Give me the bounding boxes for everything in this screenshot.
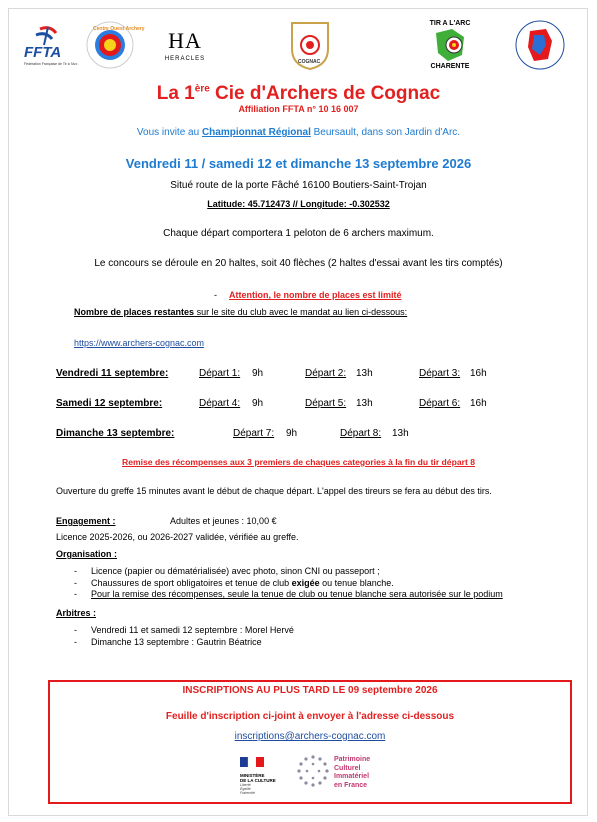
heracles-text: HERACLES <box>164 56 206 62</box>
charente-map-icon <box>430 27 470 63</box>
website-link[interactable]: https://www.archers-cognac.com <box>74 338 205 348</box>
inscriptions-email-link[interactable]: inscriptions@archers-cognac.com <box>234 731 386 742</box>
ministere-line-1: MINISTÈRE <box>240 773 265 778</box>
page-title <box>0 83 597 105</box>
ffta-logo <box>22 15 78 75</box>
comite-emblem-icon <box>512 15 568 75</box>
arbitres-list <box>74 625 554 648</box>
sunday-label: Dimanche 13 septembre: <box>56 428 175 439</box>
svg-text:Fédération Française de Tir à: Fédération Française de Tir à l'Arc <box>24 62 78 66</box>
places-label: Nombre de places restantes <box>74 307 195 317</box>
intro-suffix: Beursault, dans son Jardin d'Arc. <box>310 127 461 138</box>
list-item: - Pour la remise des récompenses, seule la tenue de club ou tenue blanche sera autorisée sur le podium <box>74 589 503 599</box>
patrimoine-line-3: Immatériel <box>334 773 370 780</box>
ministere-line-2: DE LA CULTURE <box>240 778 276 783</box>
svg-text:COGNAC: COGNAC <box>298 59 321 65</box>
depart-5-time: 13h <box>356 398 373 409</box>
organisation-item-2-pre: Chaussures de sport obligatoires et tenue de club <box>91 577 292 588</box>
patrimoine-dots-icon <box>296 752 330 794</box>
greffe-info: Ouverture du greffe 15 minutes avant le début de chaque départ. L'appel des tireurs se fera au début des tirs. <box>56 486 492 496</box>
format-info: Le concours se déroule en 20 haltes, soit 40 flèches (2 haltes d'essai avant les tirs comptés) <box>94 258 503 269</box>
ministere-line-5: Fraternité <box>240 791 255 795</box>
organisation-item-3: Pour la remise des récompenses, seule la tenue de club ou tenue blanche sera autorisée sur le podium <box>91 589 503 599</box>
organisation-label: Organisation : <box>56 549 118 559</box>
arbitre-item-2: Dimanche 13 septembre : Gautrin Béatrice <box>91 636 262 647</box>
french-flag-icon <box>240 757 264 767</box>
arbitre-item-1: Vendredi 11 et samedi 12 septembre : Morel Hervé <box>91 625 294 635</box>
patrimoine-emblem <box>296 752 332 794</box>
arbitres-label: Arbitres : <box>56 608 97 618</box>
licence-info: Licence 2025-2026, ou 2026-2027 validée, vérifiée au greffe. <box>56 532 299 542</box>
ministere-logo <box>240 754 300 796</box>
cognac-logo <box>285 15 335 75</box>
charente-logo <box>418 15 482 75</box>
svg-text:FFTA: FFTA <box>24 44 62 61</box>
ffta-emblem-icon <box>22 23 78 67</box>
ministere-line-3: Liberté <box>240 783 251 787</box>
engagement-label: Engagement : <box>56 516 116 526</box>
depart-6-label: Départ 6: <box>419 398 461 409</box>
depart-8-label: Départ 8: <box>340 428 382 439</box>
affiliation: Affiliation FFTA n° 10 16 007 <box>238 104 359 114</box>
depart-7-label: Départ 7: <box>233 428 275 439</box>
depart-4-label: Départ 4: <box>199 398 241 409</box>
svg-text:Centre Ouest Archery: Centre Ouest Archery <box>93 26 145 32</box>
awards-notice: Remise des récompenses aux 3 premiers de chaques categories à la fin du tir départ 8 <box>122 457 475 467</box>
target-icon <box>85 20 145 70</box>
places-line <box>74 307 407 317</box>
depart-4-time: 9h <box>252 398 264 409</box>
peloton-info: Chaque départ comportera 1 peloton de 6 archers maximum. <box>163 228 434 239</box>
intro-prefix: Vous invite au <box>136 127 202 138</box>
intro-line <box>0 127 597 138</box>
depart-7-time: 9h <box>286 428 298 439</box>
places-text: sur le site du club avec le mandat au lien ci-dessous: <box>194 307 408 317</box>
depart-3-time: 16h <box>470 368 487 379</box>
coordinates: Latitude: 45.712473 // Longitude: -0.302532 <box>207 199 390 209</box>
event-dates: Vendredi 11 / samedi 12 et dimanche 13 septembre 2026 <box>125 156 472 171</box>
list-item: - Chaussures de sport obligatoires et tenue de club exigée ou tenue blanche. <box>74 577 394 588</box>
ministere-line-4: Égalité <box>240 787 251 791</box>
depart-1-time: 9h <box>252 368 264 379</box>
patrimoine-line-2: Culturel <box>334 764 361 772</box>
saturday-label: Samedi 12 septembre: <box>56 398 163 409</box>
comite-regional-logo <box>510 15 570 75</box>
attention-line <box>214 290 402 300</box>
list-item: - Dimanche 13 septembre : Gautrin Béatrice <box>74 636 262 647</box>
patrimoine-line-4: en France <box>334 781 368 789</box>
attention-dash: - <box>214 290 217 300</box>
heracles-mark: HA <box>168 28 202 53</box>
depart-2-label: Départ 2: <box>305 368 347 379</box>
list-item: - Licence (papier ou dématérialisée) avec photo, sinon CNI ou passeport ; <box>74 566 380 576</box>
patrimoine-text <box>334 756 414 790</box>
heracles-logo <box>160 15 210 75</box>
centre-ouest-logo <box>80 15 145 75</box>
depart-2-time: 13h <box>356 368 373 379</box>
depart-8-time: 13h <box>392 428 409 439</box>
organisation-list <box>74 566 584 601</box>
depart-5-label: Départ 5: <box>305 398 347 409</box>
inscriptions-deadline: INSCRIPTIONS AU PLUS TARD LE 09 septembre 2026 <box>182 685 438 696</box>
depart-1-label: Départ 1: <box>199 368 241 379</box>
location: Situé route de la porte Fâché 16100 Boutiers-Saint-Trojan <box>170 180 427 191</box>
engagement-value: Adultes et jeunes : 10,00 € <box>170 516 277 526</box>
inscriptions-instruction: Feuille d'inscription ci-joint à envoyer à l'adresse ci-dessous <box>165 711 455 722</box>
organisation-item-2-bold: exigée <box>291 577 320 588</box>
title-sup: ère <box>194 83 210 95</box>
organisation-item-2-post: ou tenue blanche. <box>319 577 394 588</box>
patrimoine-line-1: Patrimoine <box>334 756 371 763</box>
depart-3-label: Départ 3: <box>419 368 461 379</box>
title-pre: La 1 <box>156 83 195 104</box>
event-link[interactable]: Championnat Régional <box>201 127 311 138</box>
logo-row <box>0 15 597 75</box>
title-post: Cie d'Archers de Cognac <box>209 83 441 104</box>
charente-text: CHARENTE <box>430 63 470 70</box>
charente-top-text: TIR A L'ARC <box>429 20 471 27</box>
friday-label: Vendredi 11 septembre: <box>56 368 169 379</box>
organisation-item-1: Licence (papier ou dématérialisée) avec photo, sinon CNI ou passeport ; <box>91 566 380 576</box>
attention-text: Attention, le nombre de places est limité <box>229 290 402 300</box>
list-item: - Vendredi 11 et samedi 12 septembre : Morel Hervé <box>74 625 294 635</box>
cognac-shield-icon <box>288 19 332 71</box>
depart-6-time: 16h <box>470 398 487 409</box>
